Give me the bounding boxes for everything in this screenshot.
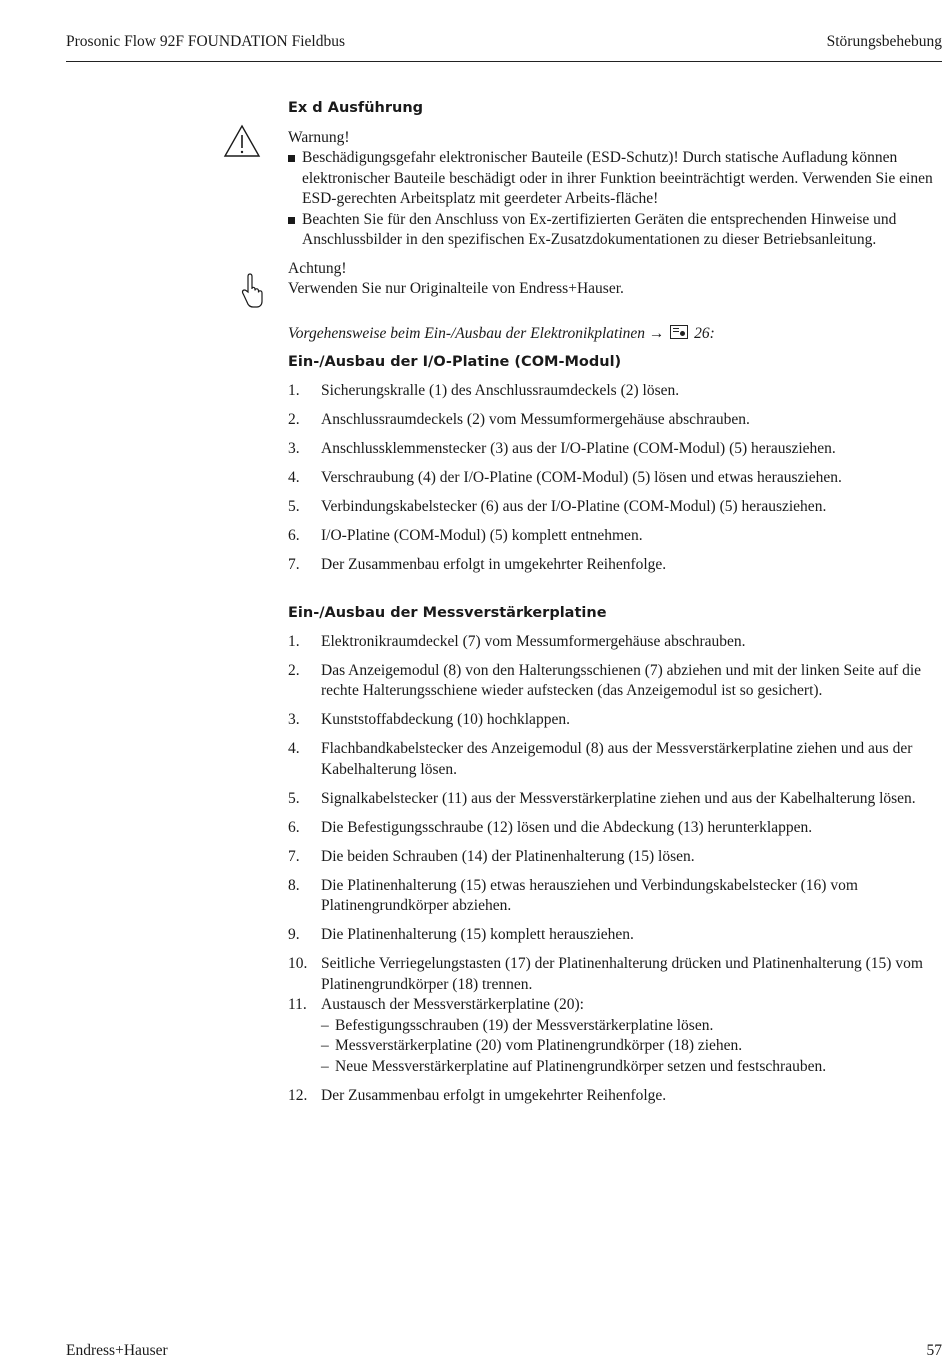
main-content xyxy=(288,98,940,1115)
list-item: 3. Kunststoffabdeckung (10) hochklappen. xyxy=(288,711,570,728)
io-heading: Ein-/Ausbau der I/O-Platine (COM-Modul) xyxy=(288,354,622,370)
caution-label: Achtung! xyxy=(288,259,347,277)
list-item: 7. Die beiden Schrauben (14) der Platinenhalterung (15) lösen. xyxy=(288,847,695,865)
figure-reference-icon xyxy=(670,325,688,339)
list-item: 2. Anschlussraumdeckels (2) vom Messumformergehäuse abschrauben. xyxy=(288,410,750,428)
warning-bullets xyxy=(288,148,940,251)
sub-list-item: – Neue Messverstärkerplatine auf Platinengrundkörper setzen und festschrauben. xyxy=(321,1057,827,1075)
list-item: 5. Signalkabelstecker (11) aus der Messverstärkerplatine ziehen und aus der Kabelhalterung lösen. xyxy=(288,789,916,807)
list-item: 7. Der Zusammenbau erfolgt in umgekehrter Reihenfolge. xyxy=(288,555,667,573)
footer-brand: Endress+Hauser xyxy=(66,1342,168,1359)
procedure-intro: Vorgehensweise beim Ein-/Ausbau der Elektronikplatinen → 26: xyxy=(288,324,715,342)
figure-reference-number: 26: xyxy=(694,324,715,342)
list-item: 4. Flachbandkabelstecker des Anzeigemodul (8) aus der Messverstärkerplatine ziehen und aus der Kabelhalterung lösen. xyxy=(288,740,913,778)
header-section: Störungsbehebung xyxy=(826,33,942,50)
list-item: 3. Anschlussklemmenstecker (3) aus der I/O-Platine (COM-Modul) (5) herausziehen. xyxy=(288,439,836,457)
warning-label: Warnung! xyxy=(288,128,350,146)
io-steps xyxy=(288,381,940,576)
list-item: 6. Die Befestigungsschraube (12) lösen und die Abdeckung (13) herunterklappen. xyxy=(288,818,813,836)
warning-triangle-icon xyxy=(223,124,261,158)
list-item: 10. Seitliche Verriegelungstasten (17) der Platinenhalterung drücken und Platinenhalterung (15) vom Platinengrundkörper (18) trennen. xyxy=(288,955,923,993)
sub-list-item: – Messverstärkerplatine (20) vom Platinengrundkörper (18) ziehen. xyxy=(321,1037,743,1054)
list-item: 6. I/O-Platine (COM-Modul) (5) komplett entnehmen. xyxy=(288,526,643,544)
amp-steps xyxy=(288,632,940,1107)
list-item: 1. Elektronikraumdeckel (7) vom Messumformergehäuse abschrauben. xyxy=(288,632,746,650)
list-item: 11. Austausch der Messverstärkerplatine (20): – Befestigungsschrauben (19) der Messverstärkerplatine lösen. – Messverstärkerplatine (20) vom Platinengrundkörper (18) ziehen. – Neue Messverstärkerplatine auf Platinengrundkörper setzen und festschrauben. xyxy=(288,995,940,1077)
list-item: 12. Der Zusammenbau erfolgt in umgekehrter Reihenfolge. xyxy=(288,1086,667,1104)
sub-list-item: – Befestigungsschrauben (19) der Messverstärkerplatine lösen. xyxy=(321,1016,714,1034)
amp-heading: Ein-/Ausbau der Messverstärkerplatine xyxy=(288,605,607,621)
caution-text: Verwenden Sie nur Originalteile von Endress+Hauser. xyxy=(288,280,624,297)
warning-bullet: Beachten Sie für den Anschluss von Ex-zertifizierten Geräten die entsprechenden Hinweise und Anschlussbilder in den spezifischen Ex-Zusatzdokumentationen zu dieser Betriebsanleitung. xyxy=(288,210,940,251)
list-item: 8. Die Platinenhalterung (15) etwas herausziehen und Verbindungskabelstecker (16) vom Platinengrundkörper abziehen. xyxy=(288,876,858,914)
sub-steps xyxy=(321,1016,940,1078)
list-item: 2. Das Anzeigemodul (8) von den Halterungsschienen (7) abziehen und mit der linken Seite auf die rechte Halterungsschiene wieder aufstecken (das Anzeigemodul ist so gesichert). xyxy=(288,661,922,699)
warning-bullet: Beschädigungsgefahr elektronischer Bauteile (ESD-Schutz)! Durch statische Aufladung können elektronischer Bauteile beschädigt oder in ihrer Funktion beeinträchtigt werden. Verwenden Sie einen ESD-gerechten Arbeitsplatz mit geerdeter Arbeits-fläche! xyxy=(288,148,940,210)
pointing-hand-icon xyxy=(239,272,265,310)
list-item: 9. Die Platinenhalterung (15) komplett herausziehen. xyxy=(288,926,634,943)
page-number: 57 xyxy=(926,1342,942,1359)
list-item: 4. Verschraubung (4) der I/O-Platine (COM-Modul) (5) lösen und etwas herausziehen. xyxy=(288,468,842,486)
list-item: 5. Verbindungskabelstecker (6) aus der I/O-Platine (COM-Modul) (5) herausziehen. xyxy=(288,497,827,515)
list-item: 1. Sicherungskralle (1) des Anschlussraumdeckels (2) lösen. xyxy=(288,381,680,399)
page-header xyxy=(66,33,942,62)
header-title: Prosonic Flow 92F FOUNDATION Fieldbus xyxy=(66,33,346,50)
exd-heading: Ex d Ausführung xyxy=(288,100,424,116)
